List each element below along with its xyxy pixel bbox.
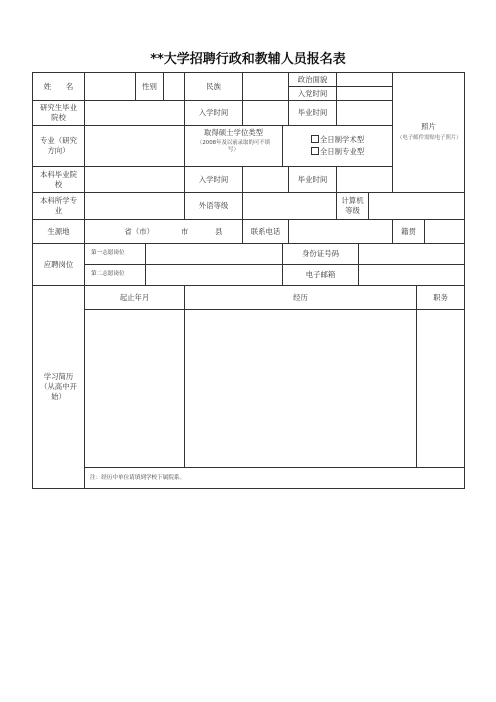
phone-label: 联系电话 [250, 226, 281, 236]
grad-school-label: 研究生毕业院校 [40, 103, 77, 122]
academic-checkbox-icon[interactable] [311, 135, 319, 143]
party-join-date-field[interactable] [337, 87, 392, 100]
graduation-time-field-1[interactable] [337, 101, 392, 125]
admission-time-label-1: 入学时间 [198, 108, 229, 117]
graduation-time-label-1: 毕业时间 [297, 108, 328, 117]
name-field[interactable] [85, 73, 135, 100]
period-header: 起止年月 [119, 292, 150, 302]
photo-hint: （电子邮件需贴电子照片） [397, 135, 462, 142]
province-label: 省（市） [124, 226, 154, 236]
photo-area[interactable] [393, 73, 464, 192]
degree-type-options [283, 126, 392, 166]
degree-type-note: （2008年及以前录取的可不填写） [196, 139, 271, 154]
id-number-label: 身份证号码 [302, 249, 339, 258]
period-entries[interactable] [85, 310, 184, 467]
undergrad-major-label: 本科所学专业 [40, 196, 77, 215]
option-academic[interactable]: 全日制学术型 [311, 135, 364, 145]
name-label: 姓 名 [43, 81, 74, 91]
undergrad-major-field[interactable] [85, 193, 184, 219]
undergrad-school-label: 本科毕业院校 [40, 169, 77, 189]
computer-level-label: 计算机等级 [341, 196, 364, 215]
major-field[interactable] [85, 126, 184, 166]
city-label: 市 [180, 226, 189, 236]
second-choice-field[interactable] [146, 265, 282, 285]
degree-type-cell [185, 126, 282, 166]
photo-label: 照片 [421, 122, 436, 132]
major-label: 专业（研究方向） [40, 136, 77, 155]
undergrad-school-field[interactable] [85, 167, 184, 192]
birthplace-label: 生源地 [47, 226, 70, 236]
political-status-label: 政治面貌 [297, 74, 328, 84]
ethnicity-label: 民族 [206, 81, 221, 91]
form-title: **大学招聘行政和教辅人员报名表 [150, 52, 346, 67]
admission-time-field-1[interactable] [243, 101, 288, 125]
email-label: 电子邮箱 [305, 270, 336, 279]
foreign-language-label: 外语等级 [198, 201, 229, 210]
ethnicity-field[interactable] [243, 73, 288, 100]
phone-field[interactable] [289, 220, 392, 243]
gender-field[interactable] [164, 73, 184, 100]
footnote: 注：经历中单位请填到学校下属院系。 [90, 475, 186, 481]
gender-label: 性别 [142, 81, 157, 91]
native-place-field[interactable] [425, 220, 464, 243]
position-entries[interactable] [417, 310, 464, 467]
option-professional[interactable]: 全日制专业型 [311, 147, 364, 157]
email-field[interactable] [359, 265, 464, 285]
political-status-field[interactable] [337, 73, 392, 86]
graduation-time-label-2: 毕业时间 [297, 174, 328, 184]
admission-time-field-2[interactable] [243, 167, 288, 192]
computer-level-field[interactable] [369, 193, 464, 219]
grad-school-field[interactable] [85, 101, 184, 125]
degree-type-label: 取得硕士学位类型 [203, 128, 264, 137]
experience-entries[interactable] [185, 310, 416, 467]
party-join-date-label: 入党时间 [297, 88, 328, 98]
first-choice-field[interactable] [146, 244, 282, 264]
position-header: 职务 [433, 292, 448, 302]
second-choice-label: 第二志愿岗位 [91, 271, 125, 278]
native-place-label: 籍贯 [401, 226, 416, 236]
professional-checkbox-icon[interactable] [311, 147, 319, 155]
id-number-field[interactable] [359, 244, 464, 264]
graduation-time-field-2[interactable] [337, 167, 392, 192]
applied-position-label: 应聘岗位 [43, 259, 74, 269]
county-label: 县 [215, 226, 223, 236]
foreign-language-field[interactable] [243, 193, 336, 219]
experience-header: 经历 [293, 292, 308, 302]
first-choice-label: 第一志愿岗位 [91, 250, 125, 257]
education-history-label: 学习简历（从高中开始） [40, 372, 77, 401]
admission-time-label-2: 入学时间 [198, 174, 229, 184]
birthplace-field[interactable] [85, 220, 242, 243]
